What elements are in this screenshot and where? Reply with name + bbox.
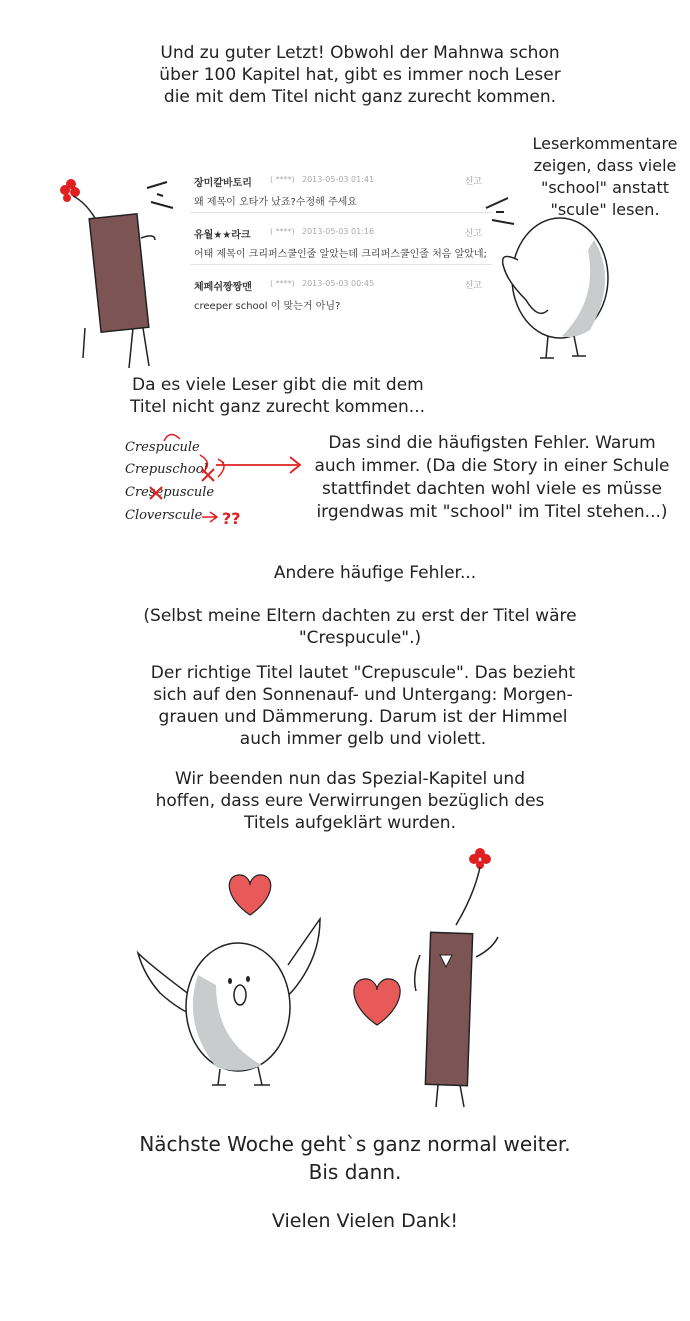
- correct-title-line-2: sich auf den Sonnenauf- und Untergang: Morgen-: [153, 685, 573, 705]
- comment-user: 유월★★라크: [194, 230, 251, 241]
- comment-text: 왜 제목이 오타가 났죠?수정해 주세요: [194, 197, 357, 208]
- box-character-bottom: [415, 848, 498, 1107]
- comment-masked-id: ( ****): [270, 227, 295, 236]
- comment-masked-id: ( ****): [270, 175, 295, 184]
- cross-mark-icon: [150, 487, 162, 499]
- closing-text: [150, 768, 550, 834]
- question-marks: ??: [222, 509, 241, 528]
- note-line-4: "scule" lesen.: [550, 200, 660, 219]
- note-line-1: Leserkommentare: [532, 134, 678, 153]
- common-errors-line-4: irgendwas mit "school" im Titel stehen...): [316, 502, 668, 522]
- heart-icon: [229, 875, 270, 915]
- comment-user: 체페쉬짱짱맨: [194, 282, 252, 293]
- comment-date: 2013-05-03 01:16: [302, 227, 375, 236]
- comment-user: 장미칼바토리: [194, 178, 252, 189]
- comment-row: [190, 220, 492, 265]
- closing-line-1: Wir beenden nun das Spezial-Kapitel und: [175, 769, 525, 789]
- comment-row: [190, 272, 492, 316]
- heart-icon: [354, 979, 400, 1025]
- comment-date: 2013-05-03 00:45: [302, 279, 375, 288]
- many-readers-text: [110, 374, 440, 418]
- common-errors-text: [312, 432, 672, 524]
- note-line-2: zeigen, dass viele: [533, 156, 677, 175]
- bird-mouth: [234, 985, 246, 1005]
- box-character-top: [55, 178, 175, 373]
- swap-mark-icon: [164, 434, 180, 441]
- correct-title-line-4: auch immer gelb und violett.: [239, 729, 487, 749]
- comment-text: 어태 제목이 크리퍼스쿨인줄 알았는데 크리퍼스쿨인줄 처음 알았네;: [194, 249, 487, 260]
- bottom-illustration: [120, 845, 520, 1120]
- shout-mark-icon: [147, 182, 173, 208]
- arrow-icon: [216, 457, 300, 473]
- intro-line-1: Und zu guter Letzt! Obwohl der Mahnwa schon: [160, 43, 560, 63]
- many-readers-line-1: Da es viele Leser gibt die mit dem: [132, 375, 424, 395]
- correct-title-line-1: Der richtige Titel lautet "Crepuscule". Das bezieht: [150, 663, 576, 683]
- next-week-line-2: Bis dann.: [308, 1160, 402, 1184]
- thanks-text: Vielen Vielen Dank!: [271, 1210, 459, 1232]
- comment-row: [190, 168, 492, 213]
- error-marks: [120, 425, 310, 535]
- next-week-line-1: Nächste Woche geht`s ganz normal weiter.: [139, 1132, 571, 1156]
- common-errors-line-3: stattfindet dachten wohl viele es müsse: [322, 479, 662, 499]
- many-readers-line-2: Titel nicht ganz zurecht kommen...: [130, 397, 426, 417]
- flower-icon: [456, 848, 491, 925]
- report-link[interactable]: 신고: [464, 229, 482, 239]
- parents-text: [120, 605, 600, 649]
- intro-line-3: die mit dem Titel nicht ganz zurecht kommen.: [163, 87, 557, 107]
- closing-line-3: Titels aufgeklärt wurden.: [244, 813, 456, 833]
- next-week-text: [90, 1130, 620, 1186]
- parents-line-2: "Crespucule".): [298, 628, 422, 648]
- parents-line-1: (Selbst meine Eltern dachten zu erst der Titel wäre: [143, 606, 577, 626]
- small-arrow-icon: [202, 512, 217, 522]
- shout-mark-icon: [486, 198, 514, 224]
- common-errors-line-2: auch immer. (Da die Story in einer Schule: [314, 456, 670, 476]
- brown-box-body: [89, 214, 149, 332]
- intro-line-2: über 100 Kapitel hat, gibt es immer noch Leser: [159, 65, 561, 85]
- other-errors-text: Andere häufige Fehler...: [273, 563, 477, 583]
- bird-character-bottom: [138, 919, 320, 1085]
- wrong-title-2: Crepuschool: [125, 462, 208, 477]
- bird-wing: [286, 919, 320, 997]
- correct-title-text: [140, 662, 586, 750]
- wrong-title-3: Cresepuscule: [125, 485, 215, 500]
- closing-line-2: hoffen, dass eure Verwirrungen bezüglich des: [155, 791, 545, 811]
- correct-title-line-3: grauen und Dämmerung. Darum ist der Himmel: [158, 707, 568, 727]
- common-errors-line-1: Das sind die häufigsten Fehler. Warum: [328, 433, 656, 453]
- report-link[interactable]: 신고: [464, 177, 482, 187]
- note-line-3: "school" anstatt: [540, 178, 669, 197]
- cross-mark-icon: [202, 469, 214, 481]
- comment-text: creeper school 이 맞는거 아님?: [194, 301, 341, 312]
- comment-masked-id: ( ****): [270, 279, 295, 288]
- wrong-title-1: Crespucule: [125, 440, 200, 455]
- report-link[interactable]: 신고: [464, 281, 482, 291]
- flower-icon: [60, 179, 95, 218]
- comment-list: [190, 168, 492, 314]
- comment-date: 2013-05-03 01:41: [302, 175, 375, 184]
- intro-text: [120, 42, 600, 108]
- bird-character-top: [478, 190, 618, 370]
- wrong-title-4: Cloverscule: [125, 508, 203, 523]
